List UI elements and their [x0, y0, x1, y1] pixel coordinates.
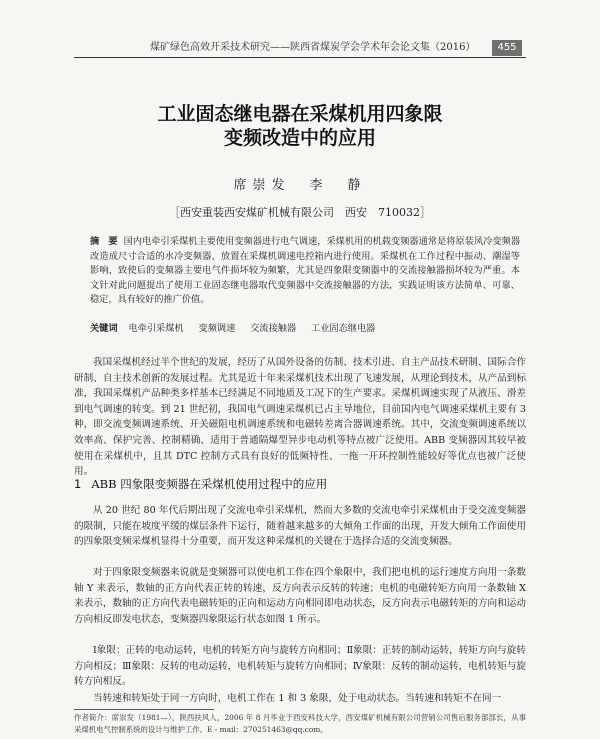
body-paragraph-5: 当转速和转矩处于同一方向时，电机工作在 1 和 3 象限，处于电动状态。当转速和转矩不在同一 — [93, 693, 502, 704]
section-heading-1 — [74, 476, 526, 492]
abstract-label: 摘 要 — [90, 236, 118, 247]
footnote-rule — [74, 709, 214, 710]
body-paragraph-2: 从 20 世纪 80 年代后期出现了交流电牵引采煤机，然而大多数的交流电牵引采煤机由于受交流变频器的限制，只能在坡度平缓的煤层条件下运行，随着越来越多的大倾角工作面的出现，开发大倾角工作面使用的四象限变频采煤机显得十分重要，而开发这种采煤机的关键在于选择合适的交流变频器。 — [74, 505, 526, 548]
body-paragraph-3: 对于四象限变频器来说就是变频器可以使电机工作在四个象限中，我们把电机的运行速度方向用一条数轴 Y 来表示，数轴的正方向代表正转的转速，反方向表示反转的转速；电机的电磁转矩方向用一条数轴 X 来表示，数轴的正方向代表电磁转矩的正向和运动方向相同即电动状态，反方向表示电磁转矩的方向和运动方向相反即发电状态，变频器四象限运行状态如图 1 所示。 — [74, 567, 526, 625]
body-paragraph-1: 我国采煤机经过半个世纪的发展，经历了从国外设备的仿制、技术引进、自主产品技术研制、国际合作研制、自主技术创新的发展过程。尤其是近十年来采煤机技术出现了飞速发展，从理论到技术，从产品到标准，我国采煤机产品种类多样基本已经满足不同地质及工况下的生产要求。采煤机调速实现了从液压、滑差到电气调速的转变。到 21 世纪初，我国电气调速采煤机已占主导地位，目前国内电气调速采煤机主要有 3 种，即交流变频调速系统、开关磁阻电机调速系统和电磁转差离合器调速系统。其中，交流变频调速系统以效率高、保护完善、控制精确、适用于普通隔爆型异步电动机等特点被广泛使用。ABB 变频器因其较早被使用在采煤机中，且其 DTC 控制方式具有良好的低频特性、一拖一开环控制性能较好等优点也被广泛使用。 — [74, 357, 526, 478]
section-number: 1 — [74, 477, 82, 491]
authors: 席崇发 李 静 — [233, 178, 367, 193]
section-title: ABB 四象限变频器在采煤机使用过程中的应用 — [91, 477, 328, 491]
abstract — [90, 235, 520, 308]
paper-title-line-2: 变频改造中的应用 — [223, 127, 376, 149]
keyword-item: 交流接触器 — [250, 323, 297, 334]
affiliation: ［西安重装西安煤矿机械有限公司 西安 710032］ — [169, 206, 431, 219]
keyword-item: 变频调速 — [198, 323, 236, 334]
keyword-item: 工业固态继电器 — [311, 323, 376, 334]
author-footnote: 作者简介：席崇发（1981—），陕西扶风人，2006 年 8 月毕业于西安科技大学，西安煤矿机械有限公司营销公司售后服务部部长，从事采煤机电气控制系统的设计与维护工作。E - mail：270251463@qq.com。 — [74, 713, 526, 734]
paper-title-line-1: 工业固态继电器在采煤机用四象限 — [157, 103, 443, 125]
running-header-title: 煤矿绿色高效开采技术研究——陕西省煤炭学会学术年会论文集（2016） — [150, 42, 476, 53]
keywords — [90, 322, 520, 336]
keyword-item: 电牵引采煤机 — [128, 323, 184, 334]
header-rule — [74, 57, 526, 58]
body-paragraph-4: Ⅰ象限：正转的电动运转，电机的转矩方向与旋转方向相同；Ⅱ象限：正转的制动运转，转矩方向与旋转方向相反；Ⅲ象限：反转的电动运转，电机转矩与旋转方向相同；Ⅳ象限：反转的制动运转，电机转矩与旋转方向相反。 — [74, 645, 526, 688]
keywords-label: 关键词 — [90, 323, 118, 334]
abstract-text: 国内电牵引采煤机主要使用变频器进行电气调速，采煤机用的机载变频器通常是将原装风冷变频器改造成尺寸合适的水冷变频器，放置在采煤机调速电控箱内进行使用。采煤机在工作过程中振动、潮湿等影响，致使后的变频器主要电气件损坏较为频繁，尤其是四象限变频器中的交流接触器损坏较为严重。本文针对此问题提出了使用工业固态继电器取代变频器中交流接触器的方法，实践证明该方法简单、可靠、稳定，具有较好的推广价值。 — [90, 236, 521, 306]
page-number: 455 — [492, 40, 522, 56]
